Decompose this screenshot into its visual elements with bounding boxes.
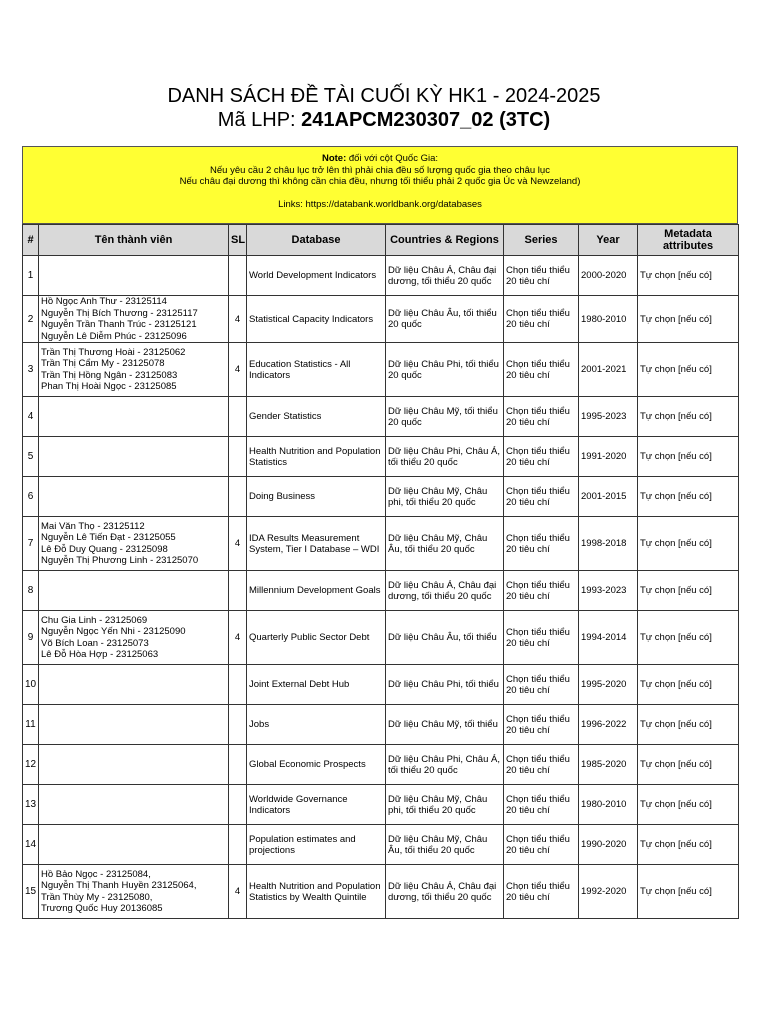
metadata-attributes: Tự chọn [nếu có] xyxy=(638,517,739,571)
year-range: 1992-2020 xyxy=(579,865,638,919)
member-list xyxy=(39,571,229,611)
year-range: 1980-2010 xyxy=(579,785,638,825)
member-name: Nguyễn Lê Tiến Đạt - 23125055 xyxy=(41,532,176,543)
member-count xyxy=(229,705,247,745)
member-count xyxy=(229,665,247,705)
header-metadata: Metadata attributes xyxy=(638,225,739,256)
year-range: 1980-2010 xyxy=(579,296,638,343)
row-number: 3 xyxy=(23,343,39,397)
row-number: 10 xyxy=(23,665,39,705)
member-count: 4 xyxy=(229,296,247,343)
database-name: Gender Statistics xyxy=(247,397,386,437)
row-number: 13 xyxy=(23,785,39,825)
database-name: World Development Indicators xyxy=(247,256,386,296)
note-links: Links: https://databank.worldbank.org/databases xyxy=(278,199,482,210)
metadata-attributes: Tự chọn [nếu có] xyxy=(638,397,739,437)
countries-regions: Dữ liệu Châu Âu, tối thiểu xyxy=(386,611,504,665)
member-count xyxy=(229,477,247,517)
member-name: Lê Đỗ Duy Quang - 23125098 xyxy=(41,543,168,555)
member-count: 4 xyxy=(229,517,247,571)
member-name: Trần Thị Hồng Ngân - 23125083 xyxy=(41,369,178,381)
table-row xyxy=(23,343,739,397)
year-range: 1995-2020 xyxy=(579,665,638,705)
member-list xyxy=(39,665,229,705)
row-number: 12 xyxy=(23,745,39,785)
metadata-attributes: Tự chọn [nếu có] xyxy=(638,343,739,397)
member-list xyxy=(39,343,229,397)
series-requirement: Chọn tiểu thiểu 20 tiêu chí xyxy=(504,571,579,611)
member-list xyxy=(39,865,229,919)
member-name: Trần Thùy My - 23125080, xyxy=(41,891,153,903)
note-heading-text: đối với cột Quốc Gia: xyxy=(346,153,439,164)
table-header-row xyxy=(23,225,739,256)
series-requirement: Chọn tiểu thiểu 20 tiêu chí xyxy=(504,865,579,919)
table-row xyxy=(23,825,739,865)
note-line-2: Nếu yêu cầu 2 châu lục trở lên thì phải chia đều số lượng quốc gia theo châu lục xyxy=(210,164,550,176)
header-members: Tên thành viên xyxy=(39,225,229,256)
header-number: # xyxy=(23,225,39,256)
member-count xyxy=(229,397,247,437)
member-name: Nguyễn Thị Thanh Huyền 23125064, xyxy=(41,880,197,891)
countries-regions: Dữ liệu Châu Mỹ, Châu Âu, tối thiểu 20 quốc xyxy=(386,517,504,571)
note-box xyxy=(22,146,738,224)
series-requirement: Chọn tiểu thiểu 20 tiêu chí xyxy=(504,296,579,343)
member-count: 4 xyxy=(229,343,247,397)
member-count: 4 xyxy=(229,865,247,919)
member-name: Nguyễn Trần Thanh Trúc - 23125121 xyxy=(41,319,197,330)
member-count xyxy=(229,825,247,865)
row-number: 6 xyxy=(23,477,39,517)
series-requirement: Chọn tiểu thiểu 20 tiêu chí xyxy=(504,343,579,397)
header-year: Year xyxy=(579,225,638,256)
member-list xyxy=(39,477,229,517)
row-number: 2 xyxy=(23,296,39,343)
header-sl: SL xyxy=(229,225,247,256)
row-number: 15 xyxy=(23,865,39,919)
member-list xyxy=(39,705,229,745)
member-name: Trần Thị Cẩm My - 23125078 xyxy=(41,358,165,369)
document-subtitle xyxy=(0,108,768,132)
member-count xyxy=(229,745,247,785)
table-row xyxy=(23,397,739,437)
countries-regions: Dữ liệu Châu Phi, Châu Á, tối thiểu 20 quốc xyxy=(386,437,504,477)
row-number: 4 xyxy=(23,397,39,437)
table-row xyxy=(23,477,739,517)
database-name: Statistical Capacity Indicators xyxy=(247,296,386,343)
year-range: 1985-2020 xyxy=(579,745,638,785)
countries-regions: Dữ liệu Châu Mỹ, Châu phi, tối thiểu 20 quốc xyxy=(386,477,504,517)
member-list xyxy=(39,785,229,825)
series-requirement: Chọn tiểu thiểu 20 tiêu chí xyxy=(504,477,579,517)
row-number: 9 xyxy=(23,611,39,665)
database-name: Joint External Debt Hub xyxy=(247,665,386,705)
member-count xyxy=(229,785,247,825)
year-range: 1994-2014 xyxy=(579,611,638,665)
member-count xyxy=(229,256,247,296)
row-number: 5 xyxy=(23,437,39,477)
member-name: Nguyễn Ngọc Yến Nhi - 23125090 xyxy=(41,626,186,637)
countries-regions: Dữ liệu Châu Á, Châu đại dương, tối thiểu 20 quốc xyxy=(386,571,504,611)
series-requirement: Chọn tiểu thiểu 20 tiêu chí xyxy=(504,705,579,745)
year-range: 1991-2020 xyxy=(579,437,638,477)
note-label: Note: xyxy=(321,153,347,164)
note-line-3: Nếu châu đại dương thì không cần chia đều, nhưng tối thiểu phải 2 quốc gia Úc và Newzeland) xyxy=(179,176,581,187)
header-countries: Countries & Regions xyxy=(386,225,504,256)
series-requirement: Chọn tiểu thiểu 20 tiêu chí xyxy=(504,397,579,437)
member-name: Trần Thị Thương Hoài - 23125062 xyxy=(41,346,186,358)
series-requirement: Chọn tiểu thiểu 20 tiêu chí xyxy=(504,517,579,571)
table-row xyxy=(23,705,739,745)
table-row xyxy=(23,865,739,919)
countries-regions: Dữ liệu Châu Phi, tối thiểu 20 quốc xyxy=(386,343,504,397)
member-list xyxy=(39,611,229,665)
database-name: IDA Results Measurement System, Tier I Database – WDI xyxy=(247,517,386,571)
metadata-attributes: Tự chọn [nếu có] xyxy=(638,745,739,785)
countries-regions: Dữ liệu Châu Á, Châu đại dương, tối thiểu 20 quốc xyxy=(386,256,504,296)
topic-table xyxy=(22,224,739,919)
table-row xyxy=(23,256,739,296)
member-list xyxy=(39,517,229,571)
table-row xyxy=(23,745,739,785)
row-number: 1 xyxy=(23,256,39,296)
year-range: 1995-2023 xyxy=(579,397,638,437)
countries-regions: Dữ liệu Châu Mỹ, tối thiểu 20 quốc xyxy=(386,397,504,437)
database-name: Education Statistics - All Indicators xyxy=(247,343,386,397)
series-requirement: Chọn tiểu thiểu 20 tiêu chí xyxy=(504,256,579,296)
year-range: 2000-2020 xyxy=(579,256,638,296)
member-list xyxy=(39,437,229,477)
header-database: Database xyxy=(247,225,386,256)
metadata-attributes: Tự chọn [nếu có] xyxy=(638,296,739,343)
class-code: 241APCM230307_02 (3TC) xyxy=(301,109,551,131)
series-requirement: Chọn tiểu thiểu 20 tiêu chí xyxy=(504,745,579,785)
countries-regions: Dữ liệu Châu Á, Châu đại dương, tối thiểu 20 quốc xyxy=(386,865,504,919)
table-row xyxy=(23,437,739,477)
member-name: Hồ Ngọc Anh Thư - 23125114 xyxy=(41,296,167,307)
year-range: 1996-2022 xyxy=(579,705,638,745)
member-name: Nguyễn Thị Phương Linh - 23125070 xyxy=(41,555,199,566)
table-row xyxy=(23,571,739,611)
series-requirement: Chọn tiểu thiểu 20 tiêu chí xyxy=(504,825,579,865)
member-name: Mai Văn Thọ - 23125112 xyxy=(41,520,145,532)
countries-regions: Dữ liệu Châu Âu, tối thiểu 20 quốc xyxy=(386,296,504,343)
database-name: Doing Business xyxy=(247,477,386,517)
series-requirement: Chọn tiểu thiểu 20 tiêu chí xyxy=(504,785,579,825)
member-list xyxy=(39,825,229,865)
metadata-attributes: Tự chọn [nếu có] xyxy=(638,825,739,865)
member-count: 4 xyxy=(229,611,247,665)
metadata-attributes: Tự chọn [nếu có] xyxy=(638,571,739,611)
countries-regions: Dữ liệu Châu Mỹ, tối thiểu xyxy=(386,705,504,745)
table-row xyxy=(23,611,739,665)
database-name: Quarterly Public Sector Debt xyxy=(247,611,386,665)
member-name: Lê Đỗ Hòa Hợp - 23125063 xyxy=(41,649,159,660)
member-list xyxy=(39,256,229,296)
member-list xyxy=(39,296,229,343)
table-row xyxy=(23,517,739,571)
database-name: Worldwide Governance Indicators xyxy=(247,785,386,825)
table-row xyxy=(23,785,739,825)
subtitle-prefix: Mã LHP: xyxy=(217,109,302,131)
series-requirement: Chọn tiểu thiểu 20 tiêu chí xyxy=(504,611,579,665)
year-range: 1998-2018 xyxy=(579,517,638,571)
metadata-attributes: Tự chọn [nếu có] xyxy=(638,256,739,296)
countries-regions: Dữ liệu Châu Phi, Châu Á, tối thiểu 20 quốc xyxy=(386,745,504,785)
member-name: Nguyễn Lê Diễm Phúc - 23125096 xyxy=(41,330,187,342)
countries-regions: Dữ liệu Châu Phi, tối thiểu xyxy=(386,665,504,705)
row-number: 11 xyxy=(23,705,39,745)
member-list xyxy=(39,745,229,785)
year-range: 1993-2023 xyxy=(579,571,638,611)
metadata-attributes: Tự chọn [nếu có] xyxy=(638,705,739,745)
header-series: Series xyxy=(504,225,579,256)
database-name: Health Nutrition and Population Statistics by Wealth Quintile xyxy=(247,865,386,919)
database-name: Millennium Development Goals xyxy=(247,571,386,611)
metadata-attributes: Tự chọn [nếu có] xyxy=(638,611,739,665)
metadata-attributes: Tự chọn [nếu có] xyxy=(638,437,739,477)
year-range: 2001-2015 xyxy=(579,477,638,517)
metadata-attributes: Tự chọn [nếu có] xyxy=(638,865,739,919)
table-row xyxy=(23,296,739,343)
year-range: 2001-2021 xyxy=(579,343,638,397)
member-name: Hồ Bảo Ngọc - 23125084, xyxy=(41,868,151,880)
row-number: 14 xyxy=(23,825,39,865)
member-list xyxy=(39,397,229,437)
metadata-attributes: Tự chọn [nếu có] xyxy=(638,785,739,825)
metadata-attributes: Tự chọn [nếu có] xyxy=(638,477,739,517)
member-name: Võ Bích Loan - 23125073 xyxy=(41,637,149,649)
document-title: DANH SÁCH ĐỀ TÀI CUỐI KỲ HK1 - 2024-2025 xyxy=(167,85,601,107)
metadata-attributes: Tự chọn [nếu có] xyxy=(638,665,739,705)
member-name: Trương Quốc Huy 20136085 xyxy=(41,903,163,914)
member-name: Phan Thị Hoài Ngọc - 23125085 xyxy=(41,381,177,392)
database-name: Global Economic Prospects xyxy=(247,745,386,785)
member-count xyxy=(229,437,247,477)
countries-regions: Dữ liệu Châu Mỹ, Châu phi, tối thiểu 20 quốc xyxy=(386,785,504,825)
note-heading xyxy=(23,153,737,165)
series-requirement: Chọn tiểu thiểu 20 tiêu chí xyxy=(504,665,579,705)
countries-regions: Dữ liệu Châu Mỹ, Châu Âu, tối thiểu 20 quốc xyxy=(386,825,504,865)
member-name: Nguyễn Thị Bích Thương - 23125117 xyxy=(41,307,198,319)
database-name: Population estimates and projections xyxy=(247,825,386,865)
database-name: Jobs xyxy=(247,705,386,745)
member-name: Chu Gia Linh - 23125069 xyxy=(41,614,148,626)
row-number: 8 xyxy=(23,571,39,611)
database-name: Health Nutrition and Population Statistics xyxy=(247,437,386,477)
series-requirement: Chọn tiểu thiểu 20 tiêu chí xyxy=(504,437,579,477)
member-count xyxy=(229,571,247,611)
year-range: 1990-2020 xyxy=(579,825,638,865)
table-row xyxy=(23,665,739,705)
row-number: 7 xyxy=(23,517,39,571)
